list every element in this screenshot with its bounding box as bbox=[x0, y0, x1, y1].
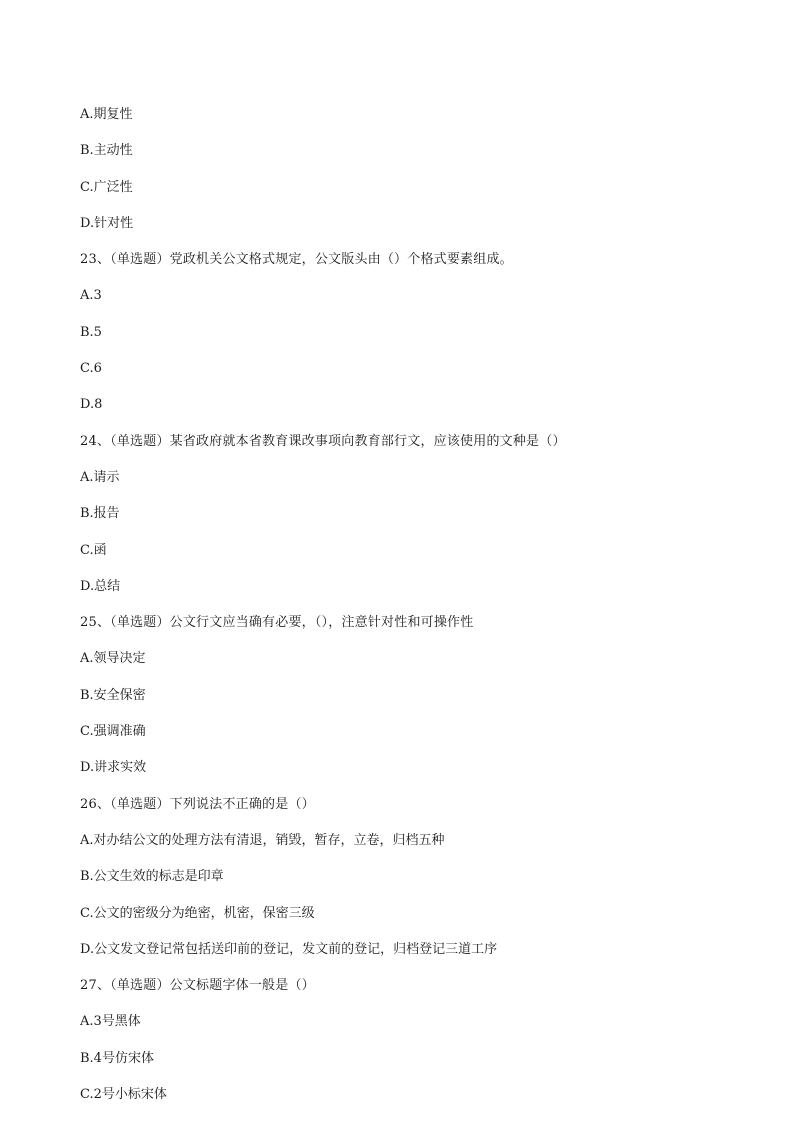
option-line: C.公文的密级分为绝密，机密，保密三级 bbox=[80, 905, 315, 921]
option-line: A.领导决定 bbox=[80, 651, 146, 667]
option-line: C.强调准确 bbox=[80, 724, 146, 740]
option-line: B.5 bbox=[80, 324, 102, 340]
option-line: D.总结 bbox=[80, 578, 121, 594]
option-line: B.公文生效的标志是印章 bbox=[80, 869, 224, 885]
question-24: 24、（单选题）某省政府就本省教育课改事项向教育部行文，应该使用的文种是（） bbox=[80, 433, 566, 449]
option-line: B.4号仿宋体 bbox=[80, 1050, 154, 1066]
option-line: A.3 bbox=[80, 288, 102, 304]
option-line: A.期复性 bbox=[80, 107, 133, 122]
option-line: B.安全保密 bbox=[80, 687, 146, 703]
option-line: D.8 bbox=[80, 397, 103, 413]
option-line: D.讲求实效 bbox=[80, 760, 147, 776]
option-line: C.6 bbox=[80, 361, 102, 377]
question-25: 25、（单选题）公文行文应当确有必要，（），注意针对性和可操作性 bbox=[80, 615, 474, 631]
document-body bbox=[80, 102, 770, 1118]
option-line: C.函 bbox=[80, 542, 107, 558]
option-line: B.报告 bbox=[80, 506, 120, 522]
option-line: A.请示 bbox=[80, 469, 120, 485]
option-line: C.2号小标宋体 bbox=[80, 1087, 167, 1103]
option-line: D.公文发文登记常包括送印前的登记，发文前的登记，归档登记三道工序 bbox=[80, 941, 498, 957]
question-26: 26、（单选题）下列说法不正确的是（） bbox=[80, 796, 315, 812]
option-line: C.广泛性 bbox=[80, 179, 133, 195]
question-27: 27、（单选题）公文标题字体一般是（） bbox=[80, 978, 315, 994]
question-23: 23、（单选题）党政机关公文格式规定，公文版头由（）个格式要素组成。 bbox=[80, 252, 513, 268]
option-line: D.针对性 bbox=[80, 215, 134, 231]
option-line: B.主动性 bbox=[80, 143, 133, 159]
option-line: A.3号黑体 bbox=[80, 1014, 141, 1030]
option-line: A.对办结公文的处理方法有清退，销毁，暂存，立卷，归档五种 bbox=[80, 832, 445, 848]
